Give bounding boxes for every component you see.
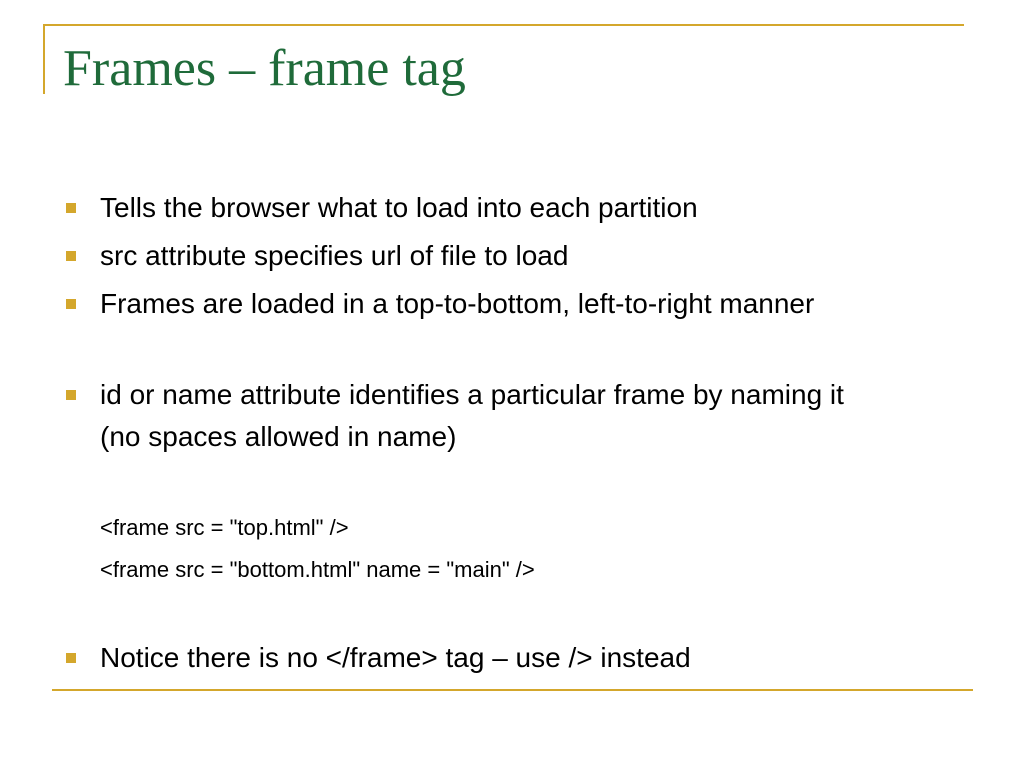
frame-top-rule xyxy=(43,24,964,26)
square-bullet-icon xyxy=(66,299,76,309)
code-line: <frame src = "bottom.html" name = "main" /> xyxy=(100,557,535,582)
square-bullet-icon xyxy=(66,653,76,663)
code-line: <frame src = "top.html" /> xyxy=(100,515,349,540)
square-bullet-icon xyxy=(66,251,76,261)
frame-left-rule xyxy=(43,24,45,94)
slide-title: Frames – frame tag xyxy=(63,40,466,97)
bullet-text: src attribute specifies url of file to load xyxy=(100,240,569,271)
square-bullet-icon xyxy=(66,390,76,400)
bullet-text: Frames are loaded in a top-to-bottom, left-to-right manner xyxy=(100,288,815,319)
bullet-text: Notice there is no </frame> tag – use /> instead xyxy=(100,642,691,673)
square-bullet-icon xyxy=(66,203,76,213)
bullet-text: Tells the browser what to load into each partition xyxy=(100,192,698,223)
bullet-text: id or name attribute identifies a particular frame by naming it (no spaces allowed in name) xyxy=(100,379,844,452)
bottom-rule xyxy=(52,689,973,691)
